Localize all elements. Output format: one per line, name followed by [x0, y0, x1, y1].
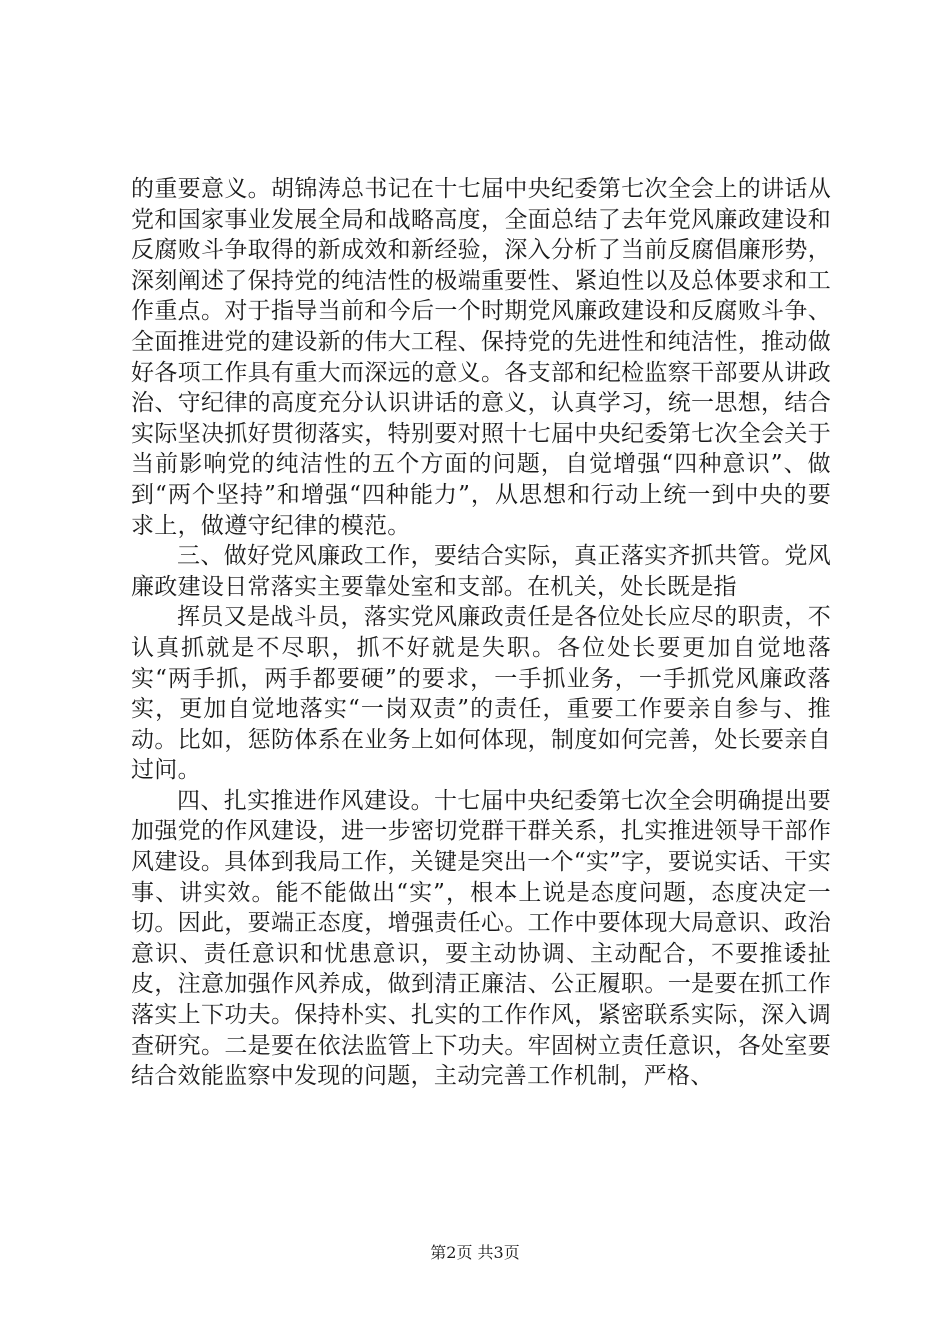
paragraph-1: 的重要意义。胡锦涛总书记在十七届中央纪委第七次全会上的讲话从党和国家事业发展全局和战略高度，全面总结了去年党风廉政建设和反腐败斗争取得的新成效和新经验，深入分析了当前反腐倡廉形势，深刻阐述了保持党的纯洁性的极端重要性、紧迫性以及总体要求和工作重点。对于指导当前和今后一个时期党风廉政建设和反腐败斗争、全面推进党的建设新的伟大工程、保持党的先进性和纯洁性，推动做好各项工作具有重大而深远的意义。各支部和纪检监察干部要从讲政治、守纪律的高度充分认识讲话的意义，认真学习，统一思想，结合实际坚决抓好贯彻落实，特别要对照十七届中央纪委第七次全会关于当前影响党的纯洁性的五个方面的问题，自觉增强“四种意识”、做到“两个坚持”和增强“四种能力”，从思想和行动上统一到中央的要求上，做遵守纪律的模范。: [131, 176, 831, 539]
document-body: [131, 174, 831, 1092]
page-number-footer: 第2页 共3页: [430, 1243, 520, 1262]
paragraph-2: 三、做好党风廉政工作，要结合实际，真正落实齐抓共管。党风廉政建设日常落实主要靠处室和支部。在机关，处长既是指: [131, 543, 831, 600]
paragraph-3: 挥员又是战斗员，落实党风廉政责任是各位处长应尽的职责，不认真抓就是不尽职，抓不好就是失职。各位处长要更加自觉地落实“两手抓，两手都要硬”的要求，一手抓业务，一手抓党风廉政落实，更加自觉地落实“一岗双责”的责任，重要工作要亲自参与、推动。比如，惩防体系在业务上如何体现，制度如何完善，处长要亲自过问。: [131, 604, 831, 784]
paragraph-4: 四、扎实推进作风建设。十七届中央纪委第七次全会明确提出要加强党的作风建设，进一步密切党群干群关系，扎实推进领导干部作风建设。具体到我局工作，关键是突出一个“实”字，要说实话、干实事、讲实效。能不能做出“实”，根本上说是态度问题，态度决定一切。因此，要端正态度，增强责任心。工作中要体现大局意识、政治意识、责任意识和忧患意识，要主动协调、主动配合，不要推诿扯皮，注意加强作风养成，做到清正廉洁、公正履职。一是要在抓工作落实上下功夫。保持朴实、扎实的工作作风，紧密联系实际，深入调查研究。二是要在依法监管上下功夫。牢固树立责任意识，各处室要结合效能监察中发现的问题，主动完善工作机制，严格、: [131, 787, 831, 1090]
